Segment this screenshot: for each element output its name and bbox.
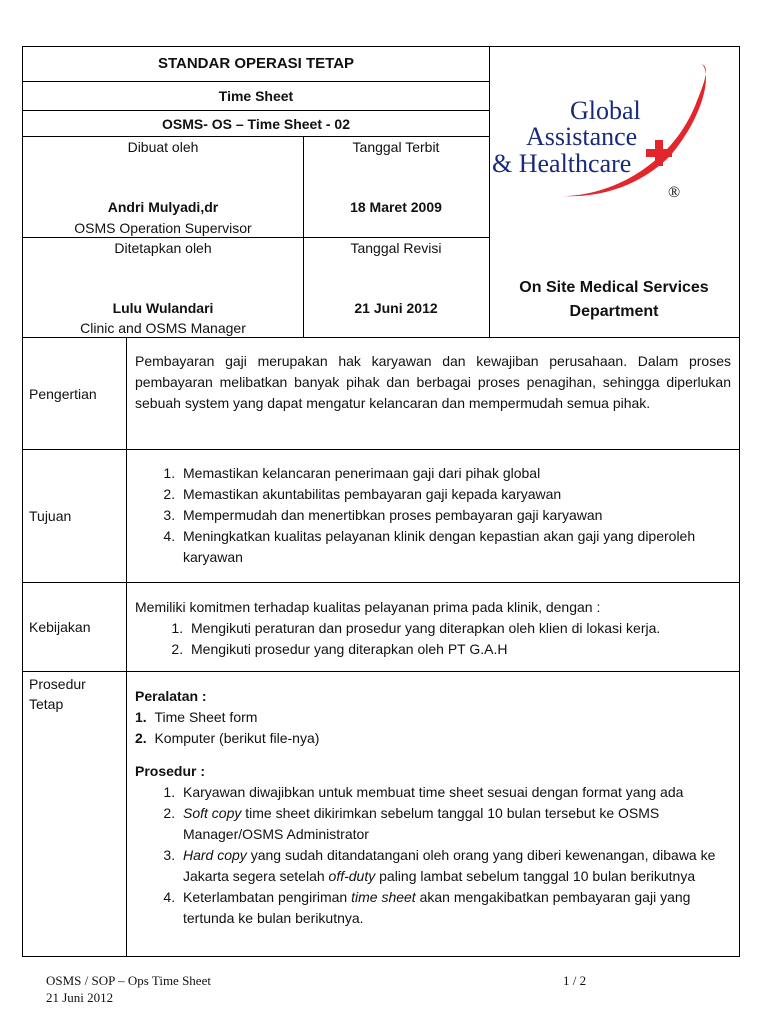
logo-text-line1: Global bbox=[570, 96, 641, 125]
list-item: 1. Mengikuti peraturan dan prosedur yang diterapkan oleh klien di lokasi kerja. bbox=[187, 618, 731, 639]
list-item: 1. Time Sheet form bbox=[135, 709, 258, 725]
footer-doc-ref: OSMS / SOP – Ops Time Sheet bbox=[46, 973, 211, 988]
department-line2: Department bbox=[569, 303, 659, 320]
list-item: 1. Karyawan diwajibkan untuk membuat time sheet sesuai dengan format yang ada bbox=[179, 782, 731, 803]
approved-by-label: Ditetapkan oleh bbox=[114, 240, 212, 256]
section-label: Pengertian bbox=[23, 338, 127, 449]
footer-date: 21 Juni 2012 bbox=[46, 990, 114, 1005]
issue-date-label: Tanggal Terbit bbox=[352, 139, 440, 155]
made-by-label: Dibuat oleh bbox=[127, 139, 199, 155]
revision-date: 21 Juni 2012 bbox=[354, 300, 438, 316]
list-item: 2. Mengikuti prosedur yang diterapkan oleh PT G.A.H bbox=[187, 639, 731, 660]
peralatan-title: Peralatan : bbox=[135, 688, 207, 704]
list-item: 1. Memastikan kelancaran penerimaan gaji dari pihak global bbox=[179, 463, 731, 484]
prosedur-title: Prosedur : bbox=[135, 763, 206, 779]
list-item: 2. Komputer (berikut file-nya) bbox=[135, 730, 320, 746]
section-tujuan bbox=[22, 450, 740, 583]
logo-registered-mark: ® bbox=[668, 184, 681, 201]
list-item: 4. Keterlambatan pengiriman time sheet akan mengakibatkan pembayaran gaji yang tertunda ke bulan berikutnya. bbox=[179, 887, 731, 929]
footer-page-number: 1 / 2 bbox=[563, 973, 587, 988]
section-prosedur bbox=[22, 672, 740, 957]
section-pengertian bbox=[22, 338, 740, 450]
sub-title: Time Sheet bbox=[218, 88, 294, 104]
department-line1: On Site Medical Services bbox=[519, 279, 709, 296]
main-title: STANDAR OPERASI TETAP bbox=[157, 55, 355, 72]
section-label: Prosedur Tetap bbox=[23, 672, 127, 956]
list-item: 3. Mempermudah dan menertibkan proses pembayaran gaji karyawan bbox=[179, 505, 731, 526]
section-label: Kebijakan bbox=[23, 583, 127, 671]
list-item: 2. Memastikan akuntabilitas pembayaran gaji kepada karyawan bbox=[179, 484, 731, 505]
section-kebijakan bbox=[22, 583, 740, 672]
pengertian-text: Pembayaran gaji merupakan hak karyawan dan kewajiban perusahaan. Dalam proses pembayaran melibatkan banyak pihak dan berbagai proses penagihan, sehingga diperlukan sebuah system yang dapat mengatur kelancaran dan mempermudah semua pihak. bbox=[135, 353, 731, 411]
list-item: 2. Soft copy time sheet dikirimkan sebelum tanggal 10 bulan tersebut ke OSMS Manager/OSMS Administrator bbox=[179, 803, 731, 845]
logo-text-line2: Assistance bbox=[526, 122, 638, 151]
doc-code: OSMS- OS – Time Sheet - 02 bbox=[161, 116, 351, 132]
issue-date: 18 Maret 2009 bbox=[350, 199, 442, 215]
list-item: 4. Meningkatkan kualitas pelayanan klinik dengan kepastian akan gaji yang diperoleh karyawan bbox=[179, 526, 731, 568]
revision-date-label: Tanggal Revisi bbox=[350, 240, 442, 256]
company-logo bbox=[490, 46, 740, 246]
made-by-role: OSMS Operation Supervisor bbox=[74, 220, 252, 236]
section-label: Tujuan bbox=[23, 450, 127, 582]
kebijakan-intro: Memiliki komitmen terhadap kualitas pelayanan prima pada klinik, dengan : bbox=[135, 599, 601, 615]
approved-by-name: Lulu Wulandari bbox=[112, 300, 214, 316]
list-item: 3. Hard copy yang sudah ditandatangani oleh orang yang diberi kewenangan, dibawa ke Jakarta segera setelah off-duty paling lambat sebelum tanggal 10 bulan berikutnya bbox=[179, 845, 731, 887]
approved-by-role: Clinic and OSMS Manager bbox=[80, 320, 246, 336]
made-by-name: Andri Mulyadi,dr bbox=[107, 199, 219, 215]
logo-text-line3: & Healthcare bbox=[492, 149, 632, 178]
